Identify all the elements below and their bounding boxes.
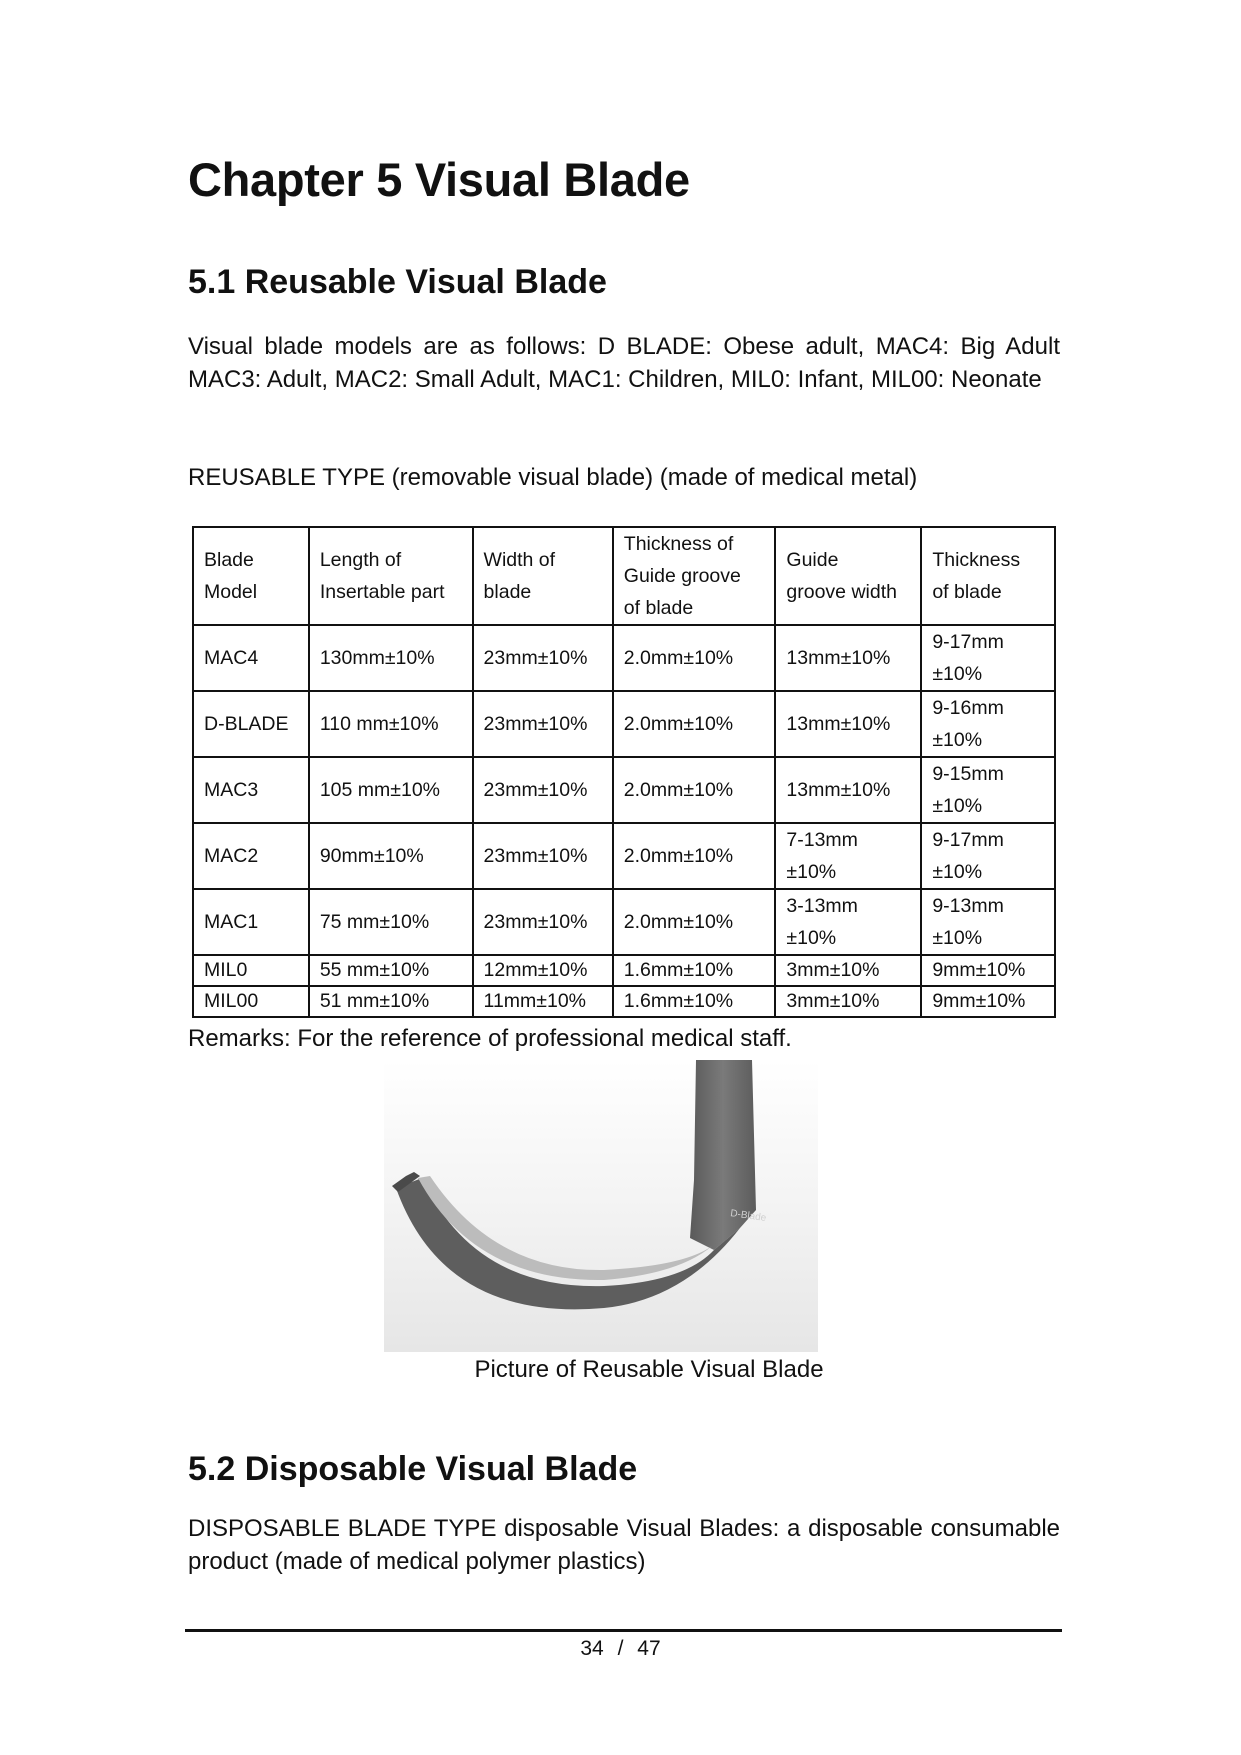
cell-text: 110 mm±10%: [319, 713, 439, 735]
table-cell: [921, 986, 1055, 1017]
cell-text: 9-13mm: [932, 895, 1004, 917]
table-cell: [775, 625, 921, 691]
table-cell: [473, 625, 613, 691]
cell-text: 13mm±10%: [786, 713, 891, 735]
cell-text: 2.0mm±10%: [623, 845, 734, 867]
cell-text: D-BLADE: [204, 713, 289, 735]
table-cell: [309, 527, 473, 625]
cell-text: MAC3: [204, 779, 259, 801]
table-row: [193, 691, 1055, 757]
table-cell: [193, 527, 309, 625]
table-cell: [775, 986, 921, 1017]
table-cell: [921, 625, 1055, 691]
table-cell: [613, 986, 776, 1017]
cell-text: 3mm±10%: [786, 959, 880, 981]
cell-text: 2.0mm±10%: [623, 779, 734, 801]
table-cell: [309, 986, 473, 1017]
table-cell: [193, 823, 309, 889]
table-cell: [613, 527, 776, 625]
cell-text: 9-17mm: [932, 829, 1004, 851]
cell-text: 23mm±10%: [483, 911, 588, 933]
table-cell: [921, 757, 1055, 823]
cell-text: 23mm±10%: [483, 845, 588, 867]
table-cell: [613, 625, 776, 691]
cell-text: Width of: [483, 549, 556, 571]
table-cell: [921, 823, 1055, 889]
cell-text: 90mm±10%: [319, 845, 424, 867]
table-cell: [613, 889, 776, 955]
cell-text: 11mm±10%: [483, 990, 587, 1012]
cell-text: 1.6mm±10%: [623, 990, 734, 1012]
cell-text: 130mm±10%: [319, 647, 435, 669]
page-total: 47: [637, 1637, 661, 1660]
cell-text: 55 mm±10%: [319, 959, 430, 981]
cell-text: MIL00: [204, 990, 259, 1012]
table-cell: [473, 986, 613, 1017]
cell-text: of blade: [932, 581, 1002, 603]
cell-text: groove width: [786, 581, 897, 603]
cell-text: 2.0mm±10%: [623, 911, 734, 933]
section-title-disposable: 5.2 Disposable Visual Blade: [188, 1450, 638, 1488]
table-cell: [613, 823, 776, 889]
table-cell: [775, 527, 921, 625]
cell-text: blade: [483, 581, 532, 603]
cell-text: ±10%: [932, 927, 983, 949]
table-cell: [775, 823, 921, 889]
table-cell: [193, 625, 309, 691]
page-current: 34: [580, 1637, 604, 1660]
chapter-title: Chapter 5 Visual Blade: [188, 153, 690, 206]
cell-text: Thickness of: [623, 533, 734, 555]
page-number: [0, 1637, 1241, 1661]
table-remarks: Remarks: For the reference of professional medical staff.: [188, 1025, 792, 1052]
cell-text: 2.0mm±10%: [623, 647, 734, 669]
cell-text: of blade: [623, 597, 694, 619]
cell-text: MAC4: [204, 647, 259, 669]
table-cell: [309, 955, 473, 986]
table-cell: [613, 955, 776, 986]
cell-text: 7-13mm: [786, 829, 858, 851]
table-row: [193, 986, 1055, 1017]
cell-text: ±10%: [932, 861, 983, 883]
table-row: [193, 889, 1055, 955]
table-cell: [775, 889, 921, 955]
cell-text: MAC1: [204, 911, 259, 933]
table-cell: [775, 691, 921, 757]
footer-divider: [185, 1629, 1062, 1632]
cell-text: ±10%: [786, 927, 837, 949]
table-cell: [473, 823, 613, 889]
table-cell: [473, 757, 613, 823]
table-cell: [309, 625, 473, 691]
reusable-blade-picture: [384, 1060, 818, 1352]
cell-text: 23mm±10%: [483, 779, 588, 801]
section-title-reusable: 5.1 Reusable Visual Blade: [188, 263, 607, 301]
table-cell: [193, 757, 309, 823]
blade-spec-table: [192, 526, 1056, 1018]
table-header-row: [193, 527, 1055, 625]
cell-text: Insertable part: [319, 581, 445, 603]
cell-text: Guide groove: [623, 565, 741, 587]
table-cell: [775, 955, 921, 986]
table-cell: [921, 889, 1055, 955]
figure-caption: Picture of Reusable Visual Blade: [474, 1356, 824, 1383]
cell-text: Blade: [204, 549, 254, 571]
table-cell: [193, 955, 309, 986]
cell-text: MAC2: [204, 845, 259, 867]
table-cell: [473, 955, 613, 986]
table-cell: [473, 691, 613, 757]
table-cell: [309, 691, 473, 757]
cell-text: ±10%: [786, 861, 837, 883]
cell-text: 2.0mm±10%: [623, 713, 734, 735]
cell-text: 9mm±10%: [932, 959, 1026, 981]
table-row: [193, 955, 1055, 986]
cell-text: MIL0: [204, 959, 248, 981]
blade-models-paragraph: Visual blade models are as follows: D BLADE: Obese adult, MAC4: Big Adult MAC3: Adult, MAC2: Small Adult, MAC1: Children, MIL0: Infant, MIL00: Neonate: [188, 333, 1060, 393]
cell-text: 12mm±10%: [483, 959, 588, 981]
cell-text: 9-15mm: [932, 763, 1004, 785]
table-cell: [921, 955, 1055, 986]
table-row: [193, 757, 1055, 823]
table-cell: [473, 527, 613, 625]
table-cell: [473, 889, 613, 955]
cell-text: 23mm±10%: [483, 713, 588, 735]
cell-text: 9-16mm: [932, 697, 1004, 719]
table-cell: [613, 691, 776, 757]
cell-text: Thickness: [932, 549, 1021, 571]
cell-text: 23mm±10%: [483, 647, 588, 669]
cell-text: 13mm±10%: [786, 779, 891, 801]
cell-text: ±10%: [932, 729, 983, 751]
table-row: [193, 823, 1055, 889]
cell-text: 1.6mm±10%: [623, 959, 734, 981]
table-cell: [193, 986, 309, 1017]
cell-text: ±10%: [932, 795, 983, 817]
table-cell: [921, 691, 1055, 757]
table-row: [193, 625, 1055, 691]
cell-text: Model: [204, 581, 258, 603]
reusable-type-line: REUSABLE TYPE (removable visual blade) (made of medical metal): [188, 464, 918, 491]
table-cell: [775, 757, 921, 823]
blade-engraving-label: D-Blade: [729, 1208, 767, 1225]
table-cell: [309, 889, 473, 955]
disposable-blade-paragraph: DISPOSABLE BLADE TYPE disposable Visual Blades: a disposable consumable product (made of medical polymer plastics): [188, 1515, 1060, 1575]
cell-text: 3mm±10%: [786, 990, 880, 1012]
table-cell: [193, 691, 309, 757]
table-cell: [613, 757, 776, 823]
table-cell: [193, 889, 309, 955]
cell-text: 3-13mm: [786, 895, 858, 917]
table-cell: [309, 757, 473, 823]
page-separator: /: [617, 1637, 624, 1660]
cell-text: 9-17mm: [932, 631, 1004, 653]
cell-text: 13mm±10%: [786, 647, 891, 669]
cell-text: 75 mm±10%: [319, 911, 430, 933]
cell-text: Guide: [786, 549, 839, 571]
cell-text: 105 mm±10%: [319, 779, 440, 801]
cell-text: 9mm±10%: [932, 990, 1026, 1012]
cell-text: 51 mm±10%: [319, 990, 430, 1012]
table-cell: [309, 823, 473, 889]
table-cell: [921, 527, 1055, 625]
cell-text: ±10%: [932, 663, 983, 685]
cell-text: Length of: [319, 549, 402, 571]
